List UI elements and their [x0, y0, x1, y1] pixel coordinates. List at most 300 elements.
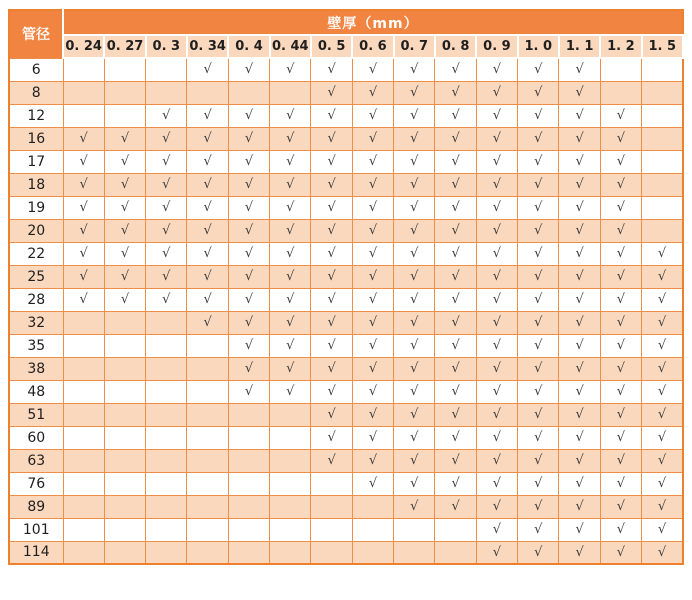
empty-cell	[352, 495, 393, 518]
check-cell: √	[270, 265, 311, 288]
check-cell: √	[476, 518, 517, 541]
col-header: 0. 6	[352, 35, 393, 58]
check-cell: √	[518, 541, 559, 564]
check-cell: √	[394, 242, 435, 265]
check-cell: √	[600, 472, 641, 495]
check-cell: √	[352, 127, 393, 150]
empty-cell	[146, 81, 187, 104]
empty-cell	[63, 81, 104, 104]
check-cell: √	[518, 219, 559, 242]
check-cell: √	[642, 242, 683, 265]
check-cell: √	[518, 150, 559, 173]
check-cell: √	[228, 242, 269, 265]
check-cell: √	[642, 518, 683, 541]
check-cell: √	[518, 196, 559, 219]
check-cell: √	[518, 495, 559, 518]
check-cell: √	[476, 150, 517, 173]
check-cell: √	[435, 196, 476, 219]
empty-cell	[146, 311, 187, 334]
check-cell: √	[476, 357, 517, 380]
table-row	[9, 495, 683, 518]
empty-cell	[63, 334, 104, 357]
empty-cell	[104, 58, 145, 81]
check-cell: √	[63, 173, 104, 196]
empty-cell	[146, 518, 187, 541]
check-cell: √	[476, 127, 517, 150]
check-cell: √	[104, 288, 145, 311]
empty-cell	[187, 541, 228, 564]
empty-cell	[187, 495, 228, 518]
check-cell: √	[311, 242, 352, 265]
check-cell: √	[311, 104, 352, 127]
empty-cell	[228, 426, 269, 449]
check-cell: √	[642, 357, 683, 380]
check-cell: √	[435, 265, 476, 288]
check-cell: √	[476, 334, 517, 357]
check-cell: √	[518, 104, 559, 127]
check-cell: √	[146, 173, 187, 196]
col-header: 0. 5	[311, 35, 352, 58]
check-cell: √	[394, 81, 435, 104]
empty-cell	[104, 311, 145, 334]
check-cell: √	[518, 265, 559, 288]
empty-cell	[187, 472, 228, 495]
check-cell: √	[270, 242, 311, 265]
check-cell: √	[559, 58, 600, 81]
check-cell: √	[435, 242, 476, 265]
check-cell: √	[476, 265, 517, 288]
check-cell: √	[559, 518, 600, 541]
check-cell: √	[518, 426, 559, 449]
check-cell: √	[228, 219, 269, 242]
empty-cell	[600, 58, 641, 81]
check-cell: √	[476, 495, 517, 518]
empty-cell	[187, 81, 228, 104]
check-cell: √	[352, 196, 393, 219]
empty-cell	[228, 472, 269, 495]
check-cell: √	[228, 196, 269, 219]
check-cell: √	[394, 472, 435, 495]
check-cell: √	[600, 127, 641, 150]
check-cell: √	[104, 127, 145, 150]
empty-cell	[642, 127, 683, 150]
empty-cell	[63, 495, 104, 518]
check-cell: √	[642, 472, 683, 495]
check-cell: √	[146, 265, 187, 288]
row-label-diameter: 19	[9, 196, 63, 219]
check-cell: √	[352, 311, 393, 334]
check-cell: √	[146, 242, 187, 265]
check-cell: √	[394, 219, 435, 242]
empty-cell	[352, 518, 393, 541]
check-cell: √	[352, 357, 393, 380]
empty-cell	[146, 58, 187, 81]
check-cell: √	[476, 311, 517, 334]
check-cell: √	[600, 173, 641, 196]
check-cell: √	[642, 426, 683, 449]
row-label-diameter: 38	[9, 357, 63, 380]
check-cell: √	[352, 403, 393, 426]
check-cell: √	[394, 104, 435, 127]
empty-cell	[228, 541, 269, 564]
row-label-diameter: 63	[9, 449, 63, 472]
check-cell: √	[559, 357, 600, 380]
check-cell: √	[352, 426, 393, 449]
col-header: 0. 44	[270, 35, 311, 58]
empty-cell	[63, 472, 104, 495]
check-cell: √	[518, 357, 559, 380]
table-row	[9, 127, 683, 150]
empty-cell	[311, 518, 352, 541]
empty-cell	[394, 541, 435, 564]
check-cell: √	[270, 334, 311, 357]
check-cell: √	[518, 311, 559, 334]
row-label-diameter: 32	[9, 311, 63, 334]
empty-cell	[63, 541, 104, 564]
check-cell: √	[63, 288, 104, 311]
empty-cell	[311, 472, 352, 495]
col-header: 0. 24	[63, 35, 104, 58]
empty-cell	[270, 403, 311, 426]
table-row	[9, 518, 683, 541]
check-cell: √	[311, 334, 352, 357]
check-cell: √	[104, 242, 145, 265]
check-cell: √	[146, 219, 187, 242]
check-cell: √	[187, 127, 228, 150]
empty-cell	[63, 518, 104, 541]
check-cell: √	[518, 58, 559, 81]
check-cell: √	[600, 495, 641, 518]
check-cell: √	[435, 58, 476, 81]
check-cell: √	[559, 288, 600, 311]
check-cell: √	[146, 196, 187, 219]
empty-cell	[187, 426, 228, 449]
check-cell: √	[476, 173, 517, 196]
check-cell: √	[600, 426, 641, 449]
check-cell: √	[476, 196, 517, 219]
check-cell: √	[600, 541, 641, 564]
check-cell: √	[394, 265, 435, 288]
check-cell: √	[270, 58, 311, 81]
check-cell: √	[352, 334, 393, 357]
empty-cell	[104, 426, 145, 449]
header-row-group	[9, 10, 683, 35]
check-cell: √	[394, 380, 435, 403]
table-row	[9, 219, 683, 242]
check-cell: √	[311, 150, 352, 173]
check-cell: √	[394, 449, 435, 472]
check-cell: √	[187, 104, 228, 127]
check-cell: √	[600, 242, 641, 265]
table-row	[9, 58, 683, 81]
table-row	[9, 173, 683, 196]
check-cell: √	[476, 81, 517, 104]
check-cell: √	[352, 288, 393, 311]
check-cell: √	[104, 196, 145, 219]
check-cell: √	[352, 449, 393, 472]
check-cell: √	[187, 242, 228, 265]
check-cell: √	[228, 127, 269, 150]
row-label-diameter: 114	[9, 541, 63, 564]
empty-cell	[352, 541, 393, 564]
empty-cell	[104, 357, 145, 380]
empty-cell	[435, 541, 476, 564]
check-cell: √	[476, 426, 517, 449]
check-cell: √	[518, 173, 559, 196]
check-cell: √	[311, 196, 352, 219]
empty-cell	[187, 518, 228, 541]
check-cell: √	[63, 242, 104, 265]
check-cell: √	[600, 449, 641, 472]
check-cell: √	[228, 334, 269, 357]
row-label-diameter: 16	[9, 127, 63, 150]
empty-cell	[63, 449, 104, 472]
check-cell: √	[394, 196, 435, 219]
check-cell: √	[435, 472, 476, 495]
check-cell: √	[270, 311, 311, 334]
check-cell: √	[435, 127, 476, 150]
check-cell: √	[187, 265, 228, 288]
empty-cell	[146, 541, 187, 564]
check-cell: √	[228, 150, 269, 173]
check-cell: √	[394, 357, 435, 380]
empty-cell	[187, 380, 228, 403]
check-cell: √	[228, 58, 269, 81]
check-cell: √	[642, 403, 683, 426]
check-cell: √	[435, 357, 476, 380]
check-cell: √	[146, 127, 187, 150]
check-cell: √	[270, 173, 311, 196]
header-row-columns	[9, 35, 683, 58]
empty-cell	[642, 81, 683, 104]
empty-cell	[146, 357, 187, 380]
check-cell: √	[228, 104, 269, 127]
empty-cell	[63, 403, 104, 426]
check-cell: √	[63, 196, 104, 219]
empty-cell	[270, 518, 311, 541]
empty-cell	[435, 518, 476, 541]
check-cell: √	[559, 426, 600, 449]
check-cell: √	[311, 380, 352, 403]
check-cell: √	[559, 541, 600, 564]
check-cell: √	[352, 472, 393, 495]
check-cell: √	[642, 288, 683, 311]
check-cell: √	[600, 104, 641, 127]
check-cell: √	[270, 357, 311, 380]
col-header: 0. 3	[146, 35, 187, 58]
table-row	[9, 288, 683, 311]
check-cell: √	[559, 196, 600, 219]
table-row	[9, 265, 683, 288]
empty-cell	[146, 495, 187, 518]
check-cell: √	[63, 265, 104, 288]
check-cell: √	[435, 426, 476, 449]
check-cell: √	[394, 311, 435, 334]
empty-cell	[104, 403, 145, 426]
check-cell: √	[435, 104, 476, 127]
check-cell: √	[187, 150, 228, 173]
check-cell: √	[518, 127, 559, 150]
check-cell: √	[476, 403, 517, 426]
empty-cell	[146, 334, 187, 357]
check-cell: √	[600, 311, 641, 334]
check-cell: √	[352, 81, 393, 104]
check-cell: √	[559, 150, 600, 173]
check-cell: √	[352, 242, 393, 265]
check-cell: √	[600, 196, 641, 219]
check-cell: √	[435, 150, 476, 173]
table-row	[9, 426, 683, 449]
col-header: 0. 34	[187, 35, 228, 58]
check-cell: √	[187, 311, 228, 334]
check-cell: √	[559, 380, 600, 403]
table-row	[9, 541, 683, 564]
empty-cell	[228, 403, 269, 426]
check-cell: √	[435, 219, 476, 242]
empty-cell	[104, 495, 145, 518]
check-cell: √	[600, 219, 641, 242]
check-cell: √	[394, 58, 435, 81]
check-cell: √	[518, 518, 559, 541]
check-cell: √	[63, 219, 104, 242]
empty-cell	[228, 81, 269, 104]
check-cell: √	[435, 380, 476, 403]
check-cell: √	[476, 104, 517, 127]
col-header: 1. 5	[642, 35, 683, 58]
check-cell: √	[311, 426, 352, 449]
check-cell: √	[518, 334, 559, 357]
check-cell: √	[435, 403, 476, 426]
table-row	[9, 449, 683, 472]
check-cell: √	[270, 219, 311, 242]
check-cell: √	[394, 173, 435, 196]
empty-cell	[63, 426, 104, 449]
check-cell: √	[146, 150, 187, 173]
empty-cell	[642, 58, 683, 81]
table-row	[9, 311, 683, 334]
empty-cell	[104, 541, 145, 564]
empty-cell	[228, 518, 269, 541]
check-cell: √	[600, 288, 641, 311]
empty-cell	[104, 380, 145, 403]
table-row	[9, 242, 683, 265]
empty-cell	[146, 426, 187, 449]
check-cell: √	[435, 288, 476, 311]
check-cell: √	[394, 495, 435, 518]
check-cell: √	[518, 242, 559, 265]
check-cell: √	[518, 81, 559, 104]
empty-cell	[104, 472, 145, 495]
check-cell: √	[642, 541, 683, 564]
check-cell: √	[394, 127, 435, 150]
check-cell: √	[104, 219, 145, 242]
check-cell: √	[228, 357, 269, 380]
row-label-diameter: 22	[9, 242, 63, 265]
table-row	[9, 357, 683, 380]
check-cell: √	[187, 288, 228, 311]
corner-header-pipe-diameter: 管径	[9, 10, 63, 58]
empty-cell	[104, 81, 145, 104]
check-cell: √	[270, 104, 311, 127]
check-cell: √	[352, 265, 393, 288]
check-cell: √	[559, 403, 600, 426]
check-cell: √	[600, 265, 641, 288]
row-label-diameter: 20	[9, 219, 63, 242]
check-cell: √	[600, 334, 641, 357]
check-cell: √	[518, 288, 559, 311]
empty-cell	[228, 449, 269, 472]
empty-cell	[146, 472, 187, 495]
empty-cell	[600, 81, 641, 104]
check-cell: √	[311, 58, 352, 81]
check-cell: √	[311, 265, 352, 288]
empty-cell	[394, 518, 435, 541]
empty-cell	[270, 81, 311, 104]
check-cell: √	[435, 173, 476, 196]
col-header: 0. 8	[435, 35, 476, 58]
row-label-diameter: 25	[9, 265, 63, 288]
check-cell: √	[435, 81, 476, 104]
row-label-diameter: 60	[9, 426, 63, 449]
check-cell: √	[600, 403, 641, 426]
group-header-wall-thickness: 壁厚（mm）	[63, 10, 683, 35]
check-cell: √	[642, 380, 683, 403]
check-cell: √	[63, 150, 104, 173]
check-cell: √	[559, 495, 600, 518]
table-row	[9, 380, 683, 403]
check-cell: √	[311, 127, 352, 150]
table-row	[9, 81, 683, 104]
check-cell: √	[311, 173, 352, 196]
empty-cell	[642, 196, 683, 219]
check-cell: √	[600, 357, 641, 380]
row-label-diameter: 101	[9, 518, 63, 541]
col-header: 0. 27	[104, 35, 145, 58]
check-cell: √	[476, 58, 517, 81]
row-label-diameter: 76	[9, 472, 63, 495]
check-cell: √	[559, 81, 600, 104]
check-cell: √	[435, 495, 476, 518]
check-cell: √	[642, 265, 683, 288]
check-cell: √	[394, 403, 435, 426]
empty-cell	[642, 173, 683, 196]
empty-cell	[187, 403, 228, 426]
col-header: 0. 7	[394, 35, 435, 58]
check-cell: √	[311, 311, 352, 334]
check-cell: √	[642, 449, 683, 472]
empty-cell	[270, 426, 311, 449]
empty-cell	[311, 541, 352, 564]
check-cell: √	[228, 380, 269, 403]
empty-cell	[104, 518, 145, 541]
empty-cell	[104, 334, 145, 357]
empty-cell	[146, 380, 187, 403]
row-label-diameter: 28	[9, 288, 63, 311]
check-cell: √	[559, 219, 600, 242]
empty-cell	[146, 449, 187, 472]
check-cell: √	[311, 288, 352, 311]
check-cell: √	[476, 219, 517, 242]
table-row	[9, 196, 683, 219]
check-cell: √	[270, 150, 311, 173]
check-cell: √	[476, 541, 517, 564]
empty-cell	[270, 541, 311, 564]
check-cell: √	[311, 81, 352, 104]
empty-cell	[146, 403, 187, 426]
check-cell: √	[559, 127, 600, 150]
check-cell: √	[352, 219, 393, 242]
check-cell: √	[559, 311, 600, 334]
